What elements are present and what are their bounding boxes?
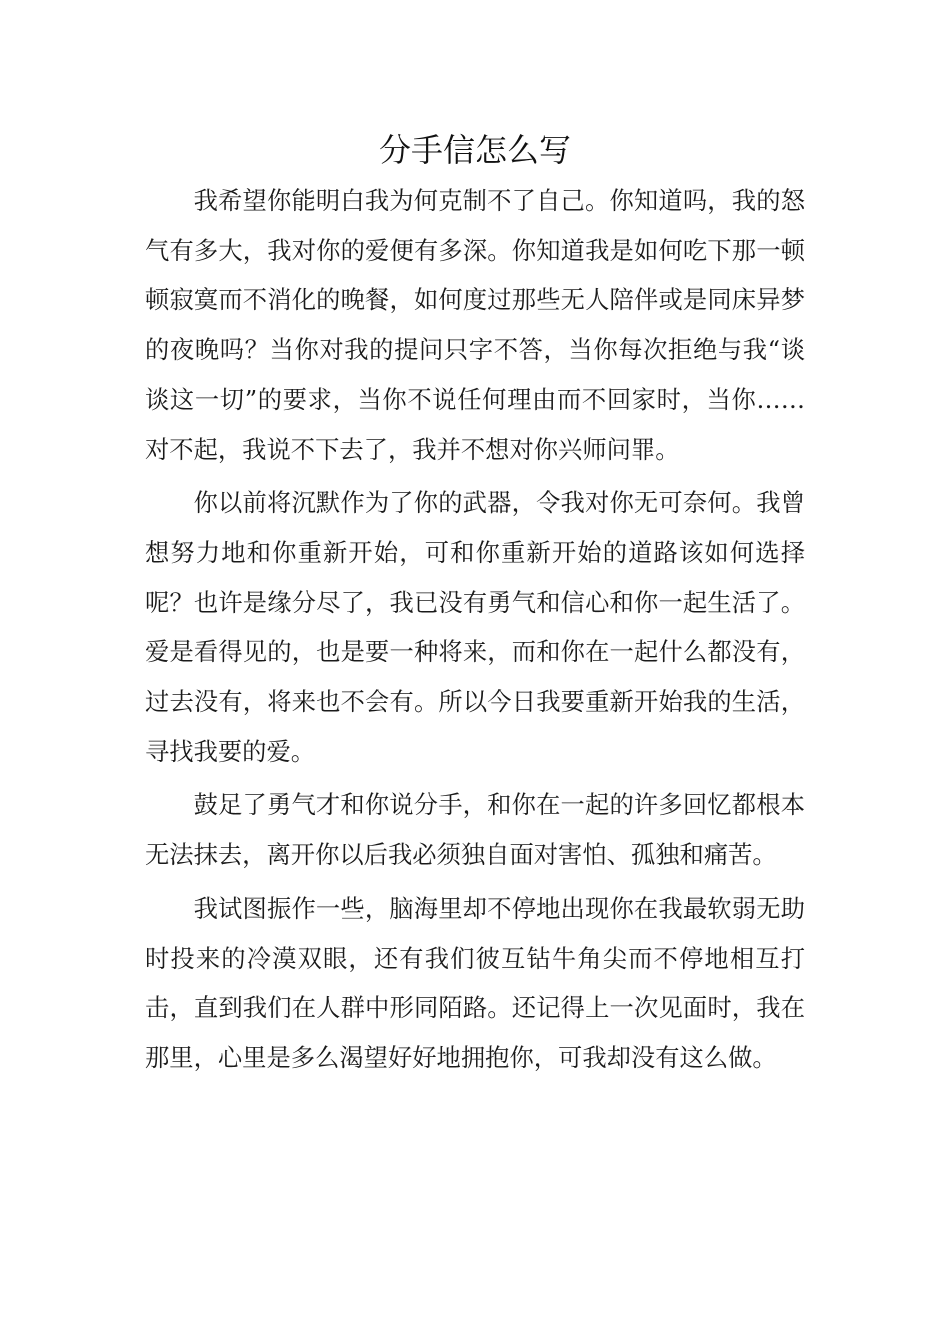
- paragraph-4: 我试图振作一些，脑海里却不停地出现你在我最软弱无助时投来的冷漠双眼，还有我们彼互钻牛角尖而不停地相互打击，直到我们在人群中形同陌路。还记得上一次见面时，我在那里，心里是多么渴望好好地拥抱你，可我却没有这么做。: [145, 893, 805, 1072]
- paragraph-1: 我希望你能明白我为何克制不了自己。你知道吗，我的怒气有多大，我对你的爱便有多深。你知道我是如何吃下那一顿顿寂寞而不消化的晚餐，如何度过那些无人陪伴或是同床异梦的夜晚吗？当你对我的提问只字不答，当你每次拒绝与我“谈谈这一切”的要求，当你不说任何理由而不回家时，当你……对不起，我说不下去了，我并不想对你兴师问罪。: [145, 186, 805, 464]
- document-body: [145, 176, 805, 1087]
- document-title: 分手信怎么写: [378, 131, 571, 169]
- paragraph-3: 鼓足了勇气才和你说分手，和你在一起的许多回忆都根本无法抹去，离开你以后我必须独自面对害怕、孤独和痛苦。: [145, 790, 805, 870]
- paragraph-2: 你以前将沉默作为了你的武器，令我对你无可奈何。我曾想努力地和你重新开始，可和你重新开始的道路该如何选择呢？也许是缘分尽了，我已没有勇气和信心和你一起生活了。爱是看得见的，也是要一种将来，而和你在一起什么都没有，过去没有，将来也不会有。所以今日我要重新开始我的生活，寻找我要的爱。: [145, 488, 805, 766]
